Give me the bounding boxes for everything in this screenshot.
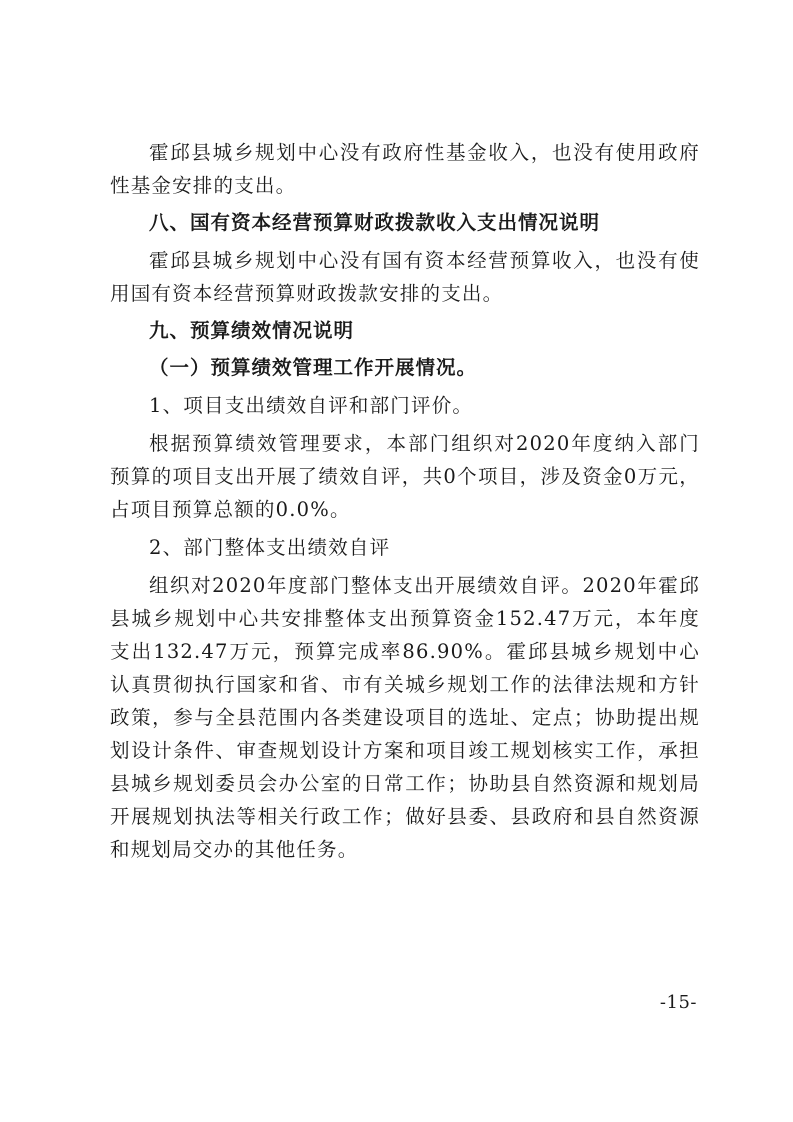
paragraph-overall-evaluation: 组织对2020年度部门整体支出开展绩效自评。2020年霍邱县城乡规划中心共安排整体支出预算资金152.47万元，本年度支出132.47万元，预算完成率86.90%。霍邱县城乡规划中心认真贯彻执行国家和省、市有关城乡规划工作的法律法规和方针政策，参与全县范围内各类建设项目的选址、定点；协助提出规划设计条件、审查规划设计方案和项目竣工规划核实工作，承担县城乡规划委员会办公室的日常工作；协助县自然资源和规划局开展规划执法等相关行政工作；做好县委、县政府和县自然资源和规划局交办的其他任务。	[110, 574, 700, 861]
document-body	[110, 136, 700, 866]
item-heading-overall-evaluation: 2、部门整体支出绩效自评	[149, 536, 391, 559]
section-heading-performance: 九、预算绩效情况说明	[149, 319, 355, 342]
paragraph-project-evaluation: 根据预算绩效管理要求，本部门组织对2020年度纳入部门预算的项目支出开展了绩效自评，共0个项目，涉及资金0万元，占项目预算总额的0.0%。	[110, 432, 700, 521]
section-heading-state-capital: 八、国有资本经营预算财政拨款收入支出情况说明	[149, 211, 601, 234]
paragraph-state-capital: 霍邱县城乡规划中心没有国有资本经营预算收入，也没有使用国有资本经营预算财政拨款安排的支出。	[110, 249, 700, 305]
item-heading-project-evaluation: 1、项目支出绩效自评和部门评价。	[149, 394, 474, 417]
page-number: -15-	[659, 992, 697, 1013]
paragraph-government-fund: 霍邱县城乡规划中心没有政府性基金收入，也没有使用政府性基金安排的支出。	[110, 141, 700, 197]
subsection-heading-performance-management: （一）预算绩效管理工作开展情况。	[149, 356, 478, 379]
